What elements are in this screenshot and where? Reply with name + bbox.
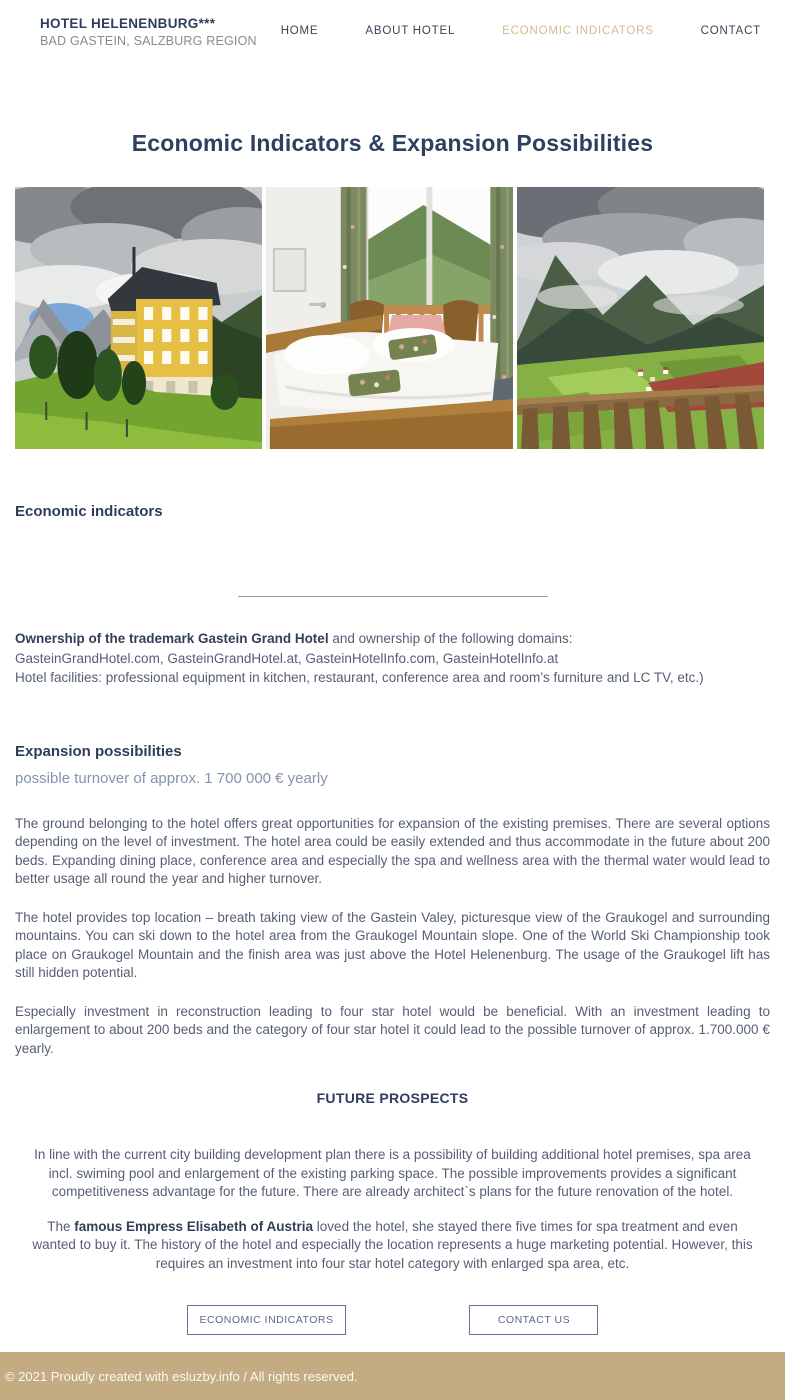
- hotel-room-photo: [266, 187, 513, 449]
- ownership-rest-text: and ownership of the following domains:: [328, 631, 573, 646]
- copyright-text: © 2021 Proudly created with esluzby.info / All rights reserved.: [5, 1368, 358, 1384]
- empress-bold-text: famous Empress Elisabeth of Austria: [74, 1218, 314, 1234]
- main-content: [0, 503, 785, 1335]
- nav-item-about-hotel[interactable]: ABOUT HOTEL: [365, 25, 456, 37]
- page-title: Economic Indicators & Expansion Possibilities: [131, 130, 654, 156]
- facilities-line: Hotel facilities: professional equipment in kitchen, restaurant, conference area and room’s furniture and LC TV, etc.): [15, 670, 704, 685]
- future-paragraph-1: In line with the current city building development plan there is a possibility of building additional hotel premises, spa area incl. swiming pool and enlargement of the existing parking space. The possible improvements provides a significant competitiveness advantage for the future. There are already architect`s plans for the future renovation of the hotel.: [34, 1147, 751, 1199]
- valley-view-photo: [517, 187, 764, 449]
- valley-view-illustration: [517, 187, 764, 449]
- hotel-location: BAD GASTEIN, SALZBURG REGION: [40, 34, 257, 48]
- ownership-paragraph: [15, 629, 770, 688]
- nav-item-contact[interactable]: CONTACT: [700, 25, 761, 37]
- site-header: [0, 0, 785, 48]
- domains-line: GasteinGrandHotel.com, GasteinGrandHotel.at, GasteinHotelInfo.com, GasteinHotelInfo.at: [15, 650, 559, 666]
- nav-item-economic-indicators[interactable]: ECONOMIC INDICATORS: [502, 25, 654, 37]
- main-nav: [281, 25, 761, 37]
- hotel-exterior-photo: [15, 187, 262, 449]
- future-prospects-heading: FUTURE PROSPECTS: [316, 1090, 469, 1106]
- logo: [40, 16, 257, 48]
- future-para2-rest: loved the hotel, she stayed there five times for spa treatment and even wanted to buy it. The history of the hotel and especially the location represents a huge marketing potential. However, this requires an investment into four star hotel category with enlarged spa area, etc.: [32, 1218, 753, 1271]
- future-para2-prefix: The: [47, 1218, 75, 1234]
- turnover-subheading: possible turnover of approx. 1 700 000 € yearly: [15, 769, 328, 787]
- site-footer: [0, 1352, 785, 1400]
- economic-indicators-heading: Economic indicators: [15, 503, 163, 520]
- photo-strip: [15, 187, 764, 449]
- economic-indicators-button[interactable]: ECONOMIC INDICATORS: [187, 1305, 347, 1335]
- hotel-room-illustration: [266, 187, 513, 449]
- divider-line: [238, 596, 548, 597]
- future-paragraph-2: [25, 1218, 760, 1274]
- expansion-paragraph-1: The ground belonging to the hotel offers great opportunities for expansion of the existing premises. There are several options depending on the level of investment. The hotel area could be easily extended and thus accommodate in the future about 200 beds. Expanding dining place, conference area and especially the spa and wellness area with the thermal water would lead to better usage all round the year and higher turnover.: [15, 815, 770, 886]
- hotel-name: HOTEL HELENENBURG***: [40, 16, 216, 31]
- expansion-paragraph-2: The hotel provides top location – breath taking view of the Gastein Valey, picturesque view of the Graukogel and surrounding mountains. You can ski down to the hotel area from the Graukogel Mountain slope. One of the World Ski Championship took place on Graukogel Mountain and the finish area was just above the Hotel Helenenburg. The usage of the Graukogel lift has still hidden potential.: [15, 909, 770, 980]
- expansion-possibilities-heading: Expansion possibilities: [15, 742, 182, 760]
- nav-item-home[interactable]: HOME: [280, 25, 319, 37]
- contact-us-button[interactable]: CONTACT US: [469, 1305, 598, 1335]
- hotel-exterior-illustration: [15, 187, 262, 449]
- action-buttons: [15, 1305, 770, 1335]
- ownership-bold-text: Ownership of the trademark Gastein Grand Hotel: [15, 631, 329, 646]
- expansion-paragraph-3: Especially investment in reconstruction leading to four star hotel would be beneficial. With an investment leading to enlargement to about 200 beds and the category of four star hotel it could lead to the possible turnover of approx. 1.700.000 € yearly.: [15, 1003, 770, 1056]
